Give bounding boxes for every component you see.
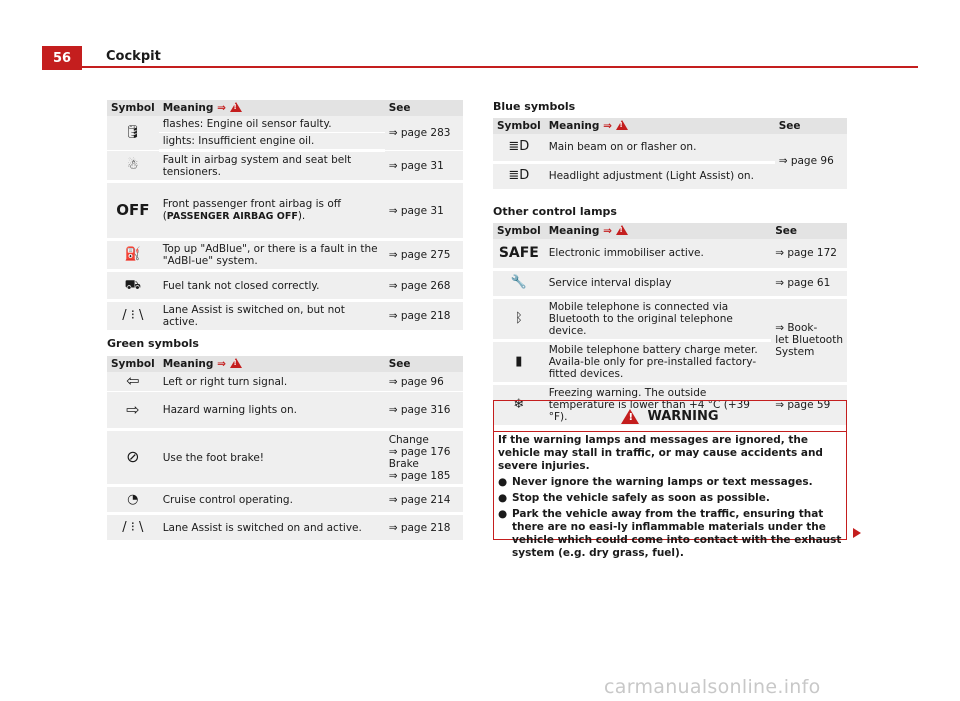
watermark: carmanualsonline.info [604, 676, 821, 698]
warning-triangle-icon [230, 358, 242, 368]
passenger-airbag-off-icon: OFF [107, 182, 159, 240]
table-row [107, 392, 463, 430]
row-see: ⇒ page 31 [385, 151, 463, 182]
col-symbol: Symbol [493, 118, 545, 134]
bullet-icon: ● [498, 508, 508, 520]
table-row [107, 151, 463, 182]
row-see: ⇒ page 172 [771, 239, 847, 269]
table-row [493, 134, 847, 162]
row-see: ⇒ page 61 [771, 269, 847, 297]
row-see: ⇒ page 283 [385, 116, 463, 151]
main-beam-icon: ≣D [493, 134, 545, 162]
green-symbols-table [107, 356, 463, 543]
section-title: Cockpit [106, 49, 161, 64]
col-see: See [385, 356, 463, 372]
battery-icon: ▮ [493, 340, 545, 383]
blue-symbols-table [493, 118, 847, 192]
row-see: ⇒ Book- let Bluetooth System [771, 297, 847, 383]
table-row [107, 116, 463, 133]
header-rule [82, 66, 918, 68]
red-symbols-table [107, 100, 463, 333]
cruise-control-icon: ◔ [107, 486, 159, 514]
lane-assist-icon: / ⁝ \ [107, 514, 159, 542]
wrench-icon: 🔧 [493, 269, 545, 297]
row-see: ⇒ page 316 [385, 392, 463, 430]
airbag-icon: ☃ [107, 151, 159, 182]
row-meaning: lights: Insufficient engine oil. [159, 133, 385, 151]
turn-signal-icon: ⇦ [107, 372, 159, 392]
row-see: ⇒ page 275 [385, 240, 463, 271]
row-see: ⇒ page 218 [385, 301, 463, 332]
warning-rule [494, 431, 846, 432]
row-see: Change ⇒ page 176 Brake ⇒ page 185 [385, 430, 463, 486]
row-meaning: Mobile telephone is connected via Bluetooth to the original telephone device. [545, 297, 772, 340]
table-row [493, 269, 847, 297]
row-meaning: Electronic immobiliser active. [545, 239, 772, 269]
row-meaning: Left or right turn signal. [159, 372, 385, 392]
foot-brake-icon: ⊘ [107, 430, 159, 486]
warning-box [493, 400, 847, 559]
warning-title: ! WARNING [494, 401, 846, 431]
row-see: ⇒ page 59 [771, 383, 847, 426]
table-row [107, 514, 463, 542]
warning-body [498, 434, 842, 563]
safe-icon: SAFE [493, 239, 545, 269]
row-meaning: Lane Assist is switched on and active. [159, 514, 385, 542]
row-meaning: Front passenger front airbag is off (PASSENGER AIRBAG OFF). [159, 182, 385, 240]
col-meaning: Meaning ⇒ ! [159, 356, 385, 372]
lane-assist-icon: / ⁝ \ [107, 301, 159, 332]
warning-triangle-icon [616, 225, 628, 235]
warning-intro: If the warning lamps and messages are ignored, the vehicle may stall in traffic, or may cause accidents and severe injuries. [498, 434, 823, 472]
turn-signal-icon: ⇨ [107, 392, 159, 430]
list-item: ● Stop the vehicle safely as soon as possible. [498, 492, 770, 504]
page-header [0, 0, 960, 70]
green-symbols-heading: Green symbols [107, 337, 199, 350]
row-meaning: Mobile telephone battery charge meter. Availa-ble only for pre-installed factory-fitted devices. [545, 340, 772, 383]
row-meaning: Lane Assist is switched on, but not active. [159, 301, 385, 332]
table-row [107, 372, 463, 392]
warning-triangle-icon [616, 120, 628, 130]
row-meaning: Top up "AdBlue", or there is a fault in the "AdBl-ue" system. [159, 240, 385, 271]
row-meaning: Headlight adjustment (Light Assist) on. [545, 162, 775, 190]
page-number: 56 [42, 46, 82, 70]
table-row [107, 182, 463, 240]
row-see: ⇒ page 214 [385, 486, 463, 514]
table-row [493, 297, 847, 340]
warning-triangle-icon [621, 409, 639, 424]
table-row [107, 301, 463, 332]
oil-can-icon: 🛢 [107, 116, 159, 151]
row-see: ⇒ page 96 [775, 134, 847, 190]
col-symbol: Symbol [493, 223, 545, 239]
row-meaning: Fault in airbag system and seat belt tensioners. [159, 151, 385, 182]
row-meaning: Service interval display [545, 269, 772, 297]
col-symbol: Symbol [107, 100, 159, 116]
bullet-icon: ● [498, 476, 508, 488]
col-see: See [771, 223, 847, 239]
continue-arrow-icon [853, 528, 861, 538]
col-symbol: Symbol [107, 356, 159, 372]
col-meaning: Meaning ⇒ ! [159, 100, 385, 116]
col-meaning: Meaning ⇒ ! [545, 223, 772, 239]
other-lamps-table [493, 223, 847, 428]
col-see: See [385, 100, 463, 116]
other-lamps-heading: Other control lamps [493, 205, 617, 218]
row-meaning: Freezing warning. The outside temperature is lower than +4 °C (+39 °F). [545, 383, 772, 426]
headlight-adjust-icon: ≣D [493, 162, 545, 190]
col-meaning: Meaning ⇒ ! [545, 118, 775, 134]
row-see: ⇒ page 31 [385, 182, 463, 240]
row-meaning: flashes: Engine oil sensor faulty. [159, 116, 385, 133]
adblue-icon: ⛽ [107, 240, 159, 271]
table-row [107, 271, 463, 301]
row-see: ⇒ page 268 [385, 271, 463, 301]
bluetooth-icon: ᛒ [493, 297, 545, 340]
row-meaning: Hazard warning lights on. [159, 392, 385, 430]
bullet-icon: ● [498, 492, 508, 504]
blue-symbols-heading: Blue symbols [493, 100, 576, 113]
list-item: ● Park the vehicle away from the traffic, ensuring that there are no easi-ly inflammable materials under the vehicle which could come into contact with the exhaust system (e.g. dry grass, fuel). [498, 508, 842, 559]
row-see: ⇒ page 96 [385, 372, 463, 392]
table-row [107, 486, 463, 514]
fuel-cap-icon: ⛟ [107, 271, 159, 301]
table-row [493, 239, 847, 269]
row-meaning: Cruise control operating. [159, 486, 385, 514]
row-see: ⇒ page 218 [385, 514, 463, 542]
warning-triangle-icon [230, 102, 242, 112]
row-meaning: Fuel tank not closed correctly. [159, 271, 385, 301]
list-item: ● Never ignore the warning lamps or text messages. [498, 476, 813, 488]
table-row [107, 240, 463, 271]
col-see: See [775, 118, 847, 134]
row-meaning: Main beam on or flasher on. [545, 134, 775, 162]
table-row [107, 430, 463, 486]
row-meaning: Use the foot brake! [159, 430, 385, 486]
snowflake-icon: ❄ [493, 383, 545, 426]
